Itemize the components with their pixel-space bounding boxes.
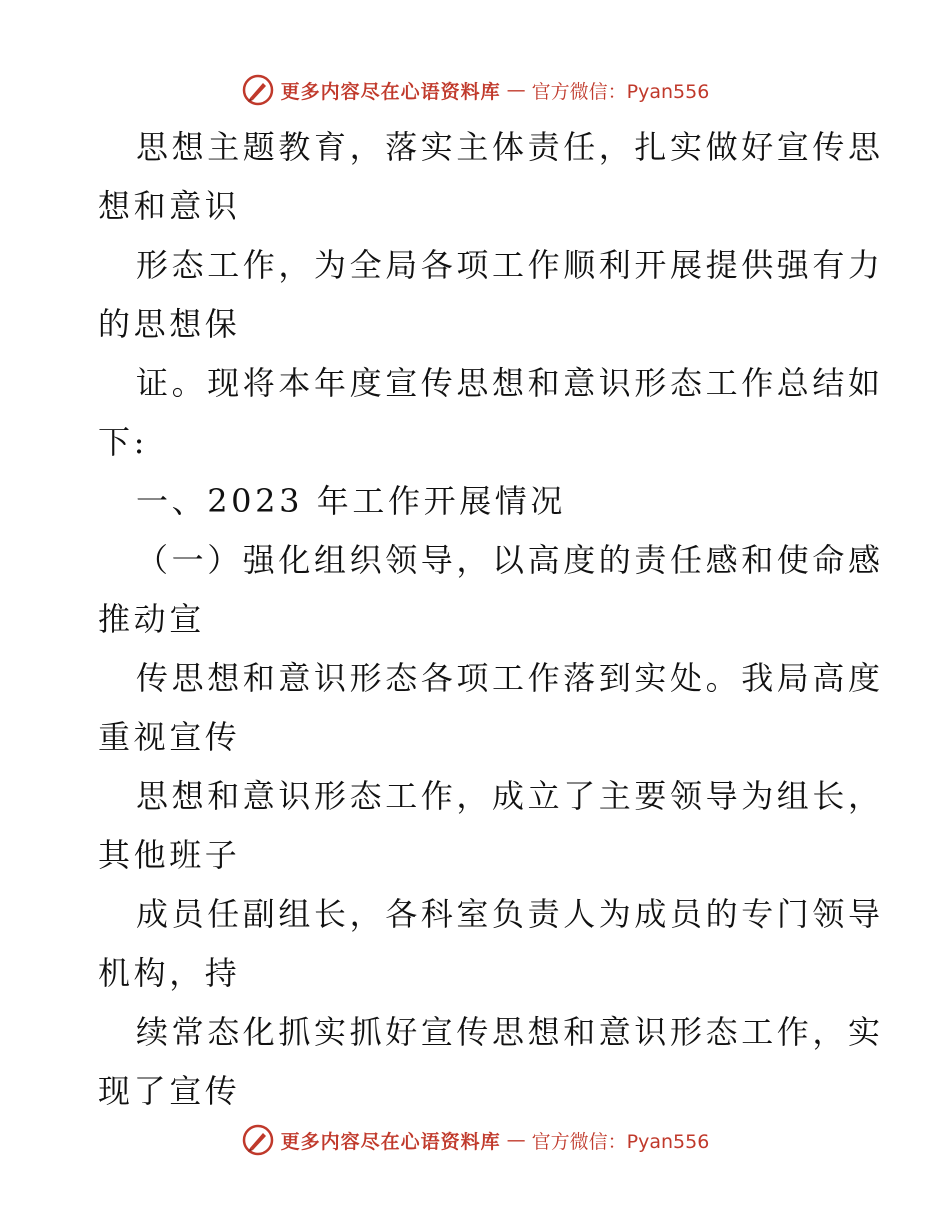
text-line: 证。现将本年度宣传思想和意识形态工作总结如 [136,364,884,402]
watermark-separator: — [506,79,526,101]
watermark-header [0,70,950,110]
text-line: 现了宣传 [98,1072,241,1110]
watermark-footer [0,1120,950,1160]
text-line: 传思想和意识形态各项工作落到实处。我局高度 [136,659,884,697]
watermark-text: 更多内容尽在心语资料库 [280,1130,501,1153]
text-line: （一）强化组织领导，以高度的责任感和使命感 [136,541,884,579]
text-line: 续常态化抓实抓好宣传思想和意识形态工作，实 [136,1013,884,1051]
text-line: 推动宣 [98,600,205,638]
section-heading: 一、2023 年工作开展情况 [136,482,567,520]
document-body [98,118,884,1121]
text-line: 的思想保 [98,305,241,343]
pen-logo-icon [241,1123,275,1157]
watermark-contact: 官方微信：Pyan556 [531,1130,710,1153]
text-line: 其他班子 [98,836,241,874]
pen-logo-icon [241,73,275,107]
watermark-contact: 官方微信：Pyan556 [531,80,710,103]
text-line: 形态工作，为全局各项工作顺利开展提供强有力 [136,246,884,284]
text-line: 下: [98,423,148,461]
text-line: 思想主题教育，落实主体责任，扎实做好宣传思 [136,128,884,166]
text-line: 想和意识 [98,187,241,225]
watermark-separator: — [506,1129,526,1151]
text-line: 思想和意识形态工作，成立了主要领导为组长， [136,777,884,815]
watermark-text: 更多内容尽在心语资料库 [280,80,501,103]
text-line: 重视宣传 [98,718,241,756]
text-line: 机构，持 [98,954,241,992]
text-line: 成员任副组长，各科室负责人为成员的专门领导 [136,895,884,933]
